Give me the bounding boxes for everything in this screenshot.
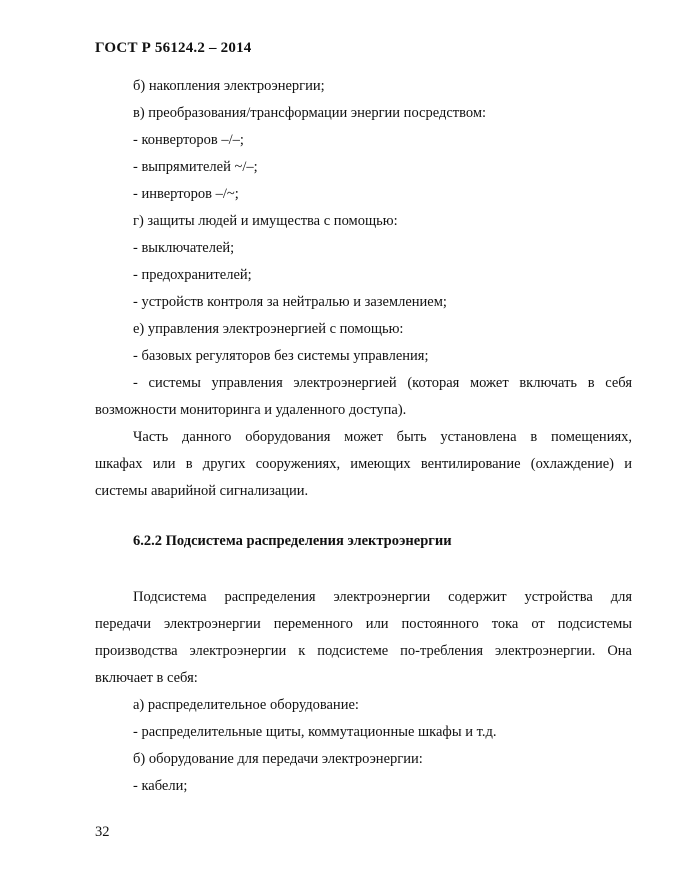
list-item: - выключателей; bbox=[133, 240, 235, 256]
section-heading: 6.2.2 Подсистема распределения электроэнергии bbox=[133, 533, 452, 549]
paragraph-line: производства электроэнергии к подсистеме по-требления электроэнергии. Она bbox=[95, 643, 632, 659]
list-item: е) управления электроэнергией с помощью: bbox=[133, 321, 404, 337]
paragraph-line: шкафах или в других сооружениях, имеющих вентилирование (охлаждение) и bbox=[95, 456, 632, 472]
list-item: б) оборудование для передачи электроэнергии: bbox=[133, 751, 423, 767]
paragraph-line: Часть данного оборудования может быть установлена в помещениях, bbox=[133, 429, 632, 445]
list-item: в) преобразования/трансформации энергии посредством: bbox=[133, 105, 487, 121]
list-item: - кабели; bbox=[133, 778, 188, 794]
list-item: - инверторов –/~; bbox=[133, 186, 239, 202]
list-item: г) защиты людей и имущества с помощью: bbox=[133, 213, 398, 229]
list-item: - выпрямителей ~/–; bbox=[133, 159, 258, 175]
list-item: - конверторов –/–; bbox=[133, 132, 244, 148]
paragraph-line: системы аварийной сигнализации. bbox=[95, 483, 309, 499]
paragraph-line: возможности мониторинга и удаленного доступа). bbox=[95, 402, 407, 418]
list-item: - устройств контроля за нейтралью и заземлением; bbox=[133, 294, 447, 310]
paragraph-line: включает в себя: bbox=[95, 670, 198, 686]
list-item: б) накопления электроэнергии; bbox=[133, 78, 325, 94]
paragraph-line: Подсистема распределения электроэнергии содержит устройства для bbox=[133, 589, 632, 605]
paragraph-line: - системы управления электроэнергией (которая может включать в себя bbox=[133, 375, 632, 391]
list-item: - базовых регуляторов без системы управления; bbox=[133, 348, 429, 364]
list-item: а) распределительное оборудование: bbox=[133, 697, 359, 713]
paragraph-line: передачи электроэнергии переменного или постоянного тока от подсистемы bbox=[95, 616, 632, 632]
list-item: - распределительные щиты, коммутационные шкафы и т.д. bbox=[133, 724, 497, 740]
list-item: - предохранителей; bbox=[133, 267, 252, 283]
document-header: ГОСТ Р 56124.2 – 2014 bbox=[95, 40, 252, 56]
page-number: 32 bbox=[95, 824, 110, 840]
